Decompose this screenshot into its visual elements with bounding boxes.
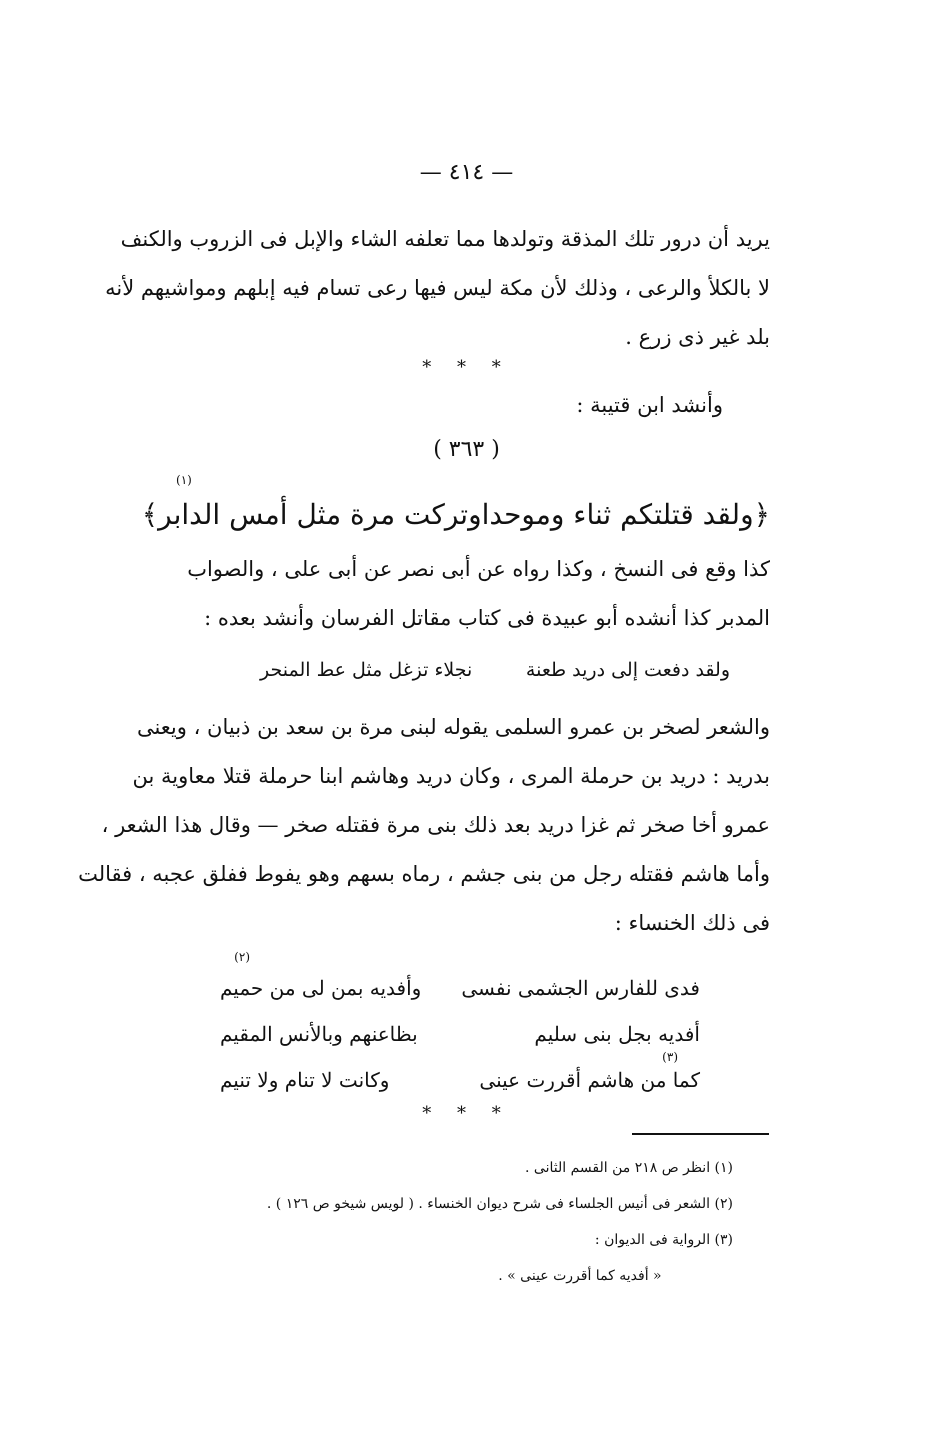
- intro-line: وأنشد ابن قتيبة :: [576, 393, 723, 417]
- poem-row: [220, 1011, 700, 1064]
- paragraph-1-line: بلد غير ذى زرع .: [625, 325, 770, 349]
- paragraph-2: [150, 545, 770, 643]
- paragraph-3-line: بدريد : دريد بن حرملة المرى ، وكان دريد وهاشم ابنا حرملة قتلا معاوية بن: [132, 764, 770, 788]
- paragraph-2-line: كذا وقع فى النسخ ، وكذا رواه عن أبى نصر عن أبى على ، والصواب: [187, 557, 770, 581]
- poem-row: [220, 965, 700, 1011]
- quoted-verse: [260, 650, 730, 690]
- footnote-3: (٣) الرواية فى الديوان :: [594, 1232, 733, 1248]
- paragraph-3-line: فى ذلك الخنساء :: [614, 911, 770, 935]
- paragraph-1: [105, 215, 770, 362]
- footnote-2: (٢) الشعر فى أنيس الجلساء فى شرح ديوان الخنساء . ( لويس شيخو ص ١٢٦ ) .: [266, 1196, 733, 1212]
- footnotes: [267, 1150, 733, 1294]
- footnote-mark: (٢): [234, 950, 250, 964]
- poem-hemistich-2: وكانت لا تنام ولا تنيم: [220, 1068, 390, 1092]
- paragraph-3: [78, 703, 770, 948]
- poem-hemistich-1: كما من هاشم أقررت عينى: [479, 1068, 700, 1092]
- paragraph-2-line: المدبر كذا أنشده أبو عبيدة فى كتاب مقاتل الفرسان وأنشد بعده :: [204, 606, 770, 630]
- paragraph-3-line: وأما هاشم فقتله رجل من بنى جشم ، رماه بسهم وهو يفوط ففلق عجبه ، فقالت: [78, 862, 770, 886]
- section-separator: * * *: [422, 357, 511, 378]
- main-verse-hemistich-2: [142, 490, 482, 540]
- poem-hemistich-1: أفديه بجل بنى سليم: [534, 1022, 700, 1046]
- paragraph-1-line: يريد أن درور تلك المذقة وتولدها مما تعلفه الشاء والإبل فى الزروب والكنف: [120, 227, 770, 251]
- quoted-verse-hemistich-2: نجلاء تزغل مثل عط المنحر: [260, 659, 473, 681]
- khansa-poem: [220, 950, 700, 1103]
- hemistich-text: ولقد قتلتكم ثناء وموحدا: [481, 498, 754, 531]
- quoted-verse-hemistich-1: ولقد دفعت إلى دريد طعنة: [525, 659, 730, 681]
- paragraph-3-line: والشعر لصخر بن عمرو السلمى يقوله لبنى مرة بن سعد بن ذبيان ، ويعنى: [136, 715, 770, 739]
- section-separator: * * *: [422, 1103, 511, 1124]
- poem-hemistich-2: بظاعنهم وبالأنس المقيم: [220, 1022, 418, 1046]
- hemistich-text: وتركت مرة مثل أمس الدابر: [158, 498, 482, 531]
- paragraph-3-line: عمرو أخا صخر ثم غزا دريد بعد ذلك بنى مرة فقتله صخر — وقال هذا الشعر ،: [101, 813, 770, 837]
- paragraph-1-line: لا بالكلأ والرعى ، وذلك لأن مكة ليس فيها رعى تسام فيه إبلهم ومواشيهم لأنه: [105, 276, 770, 300]
- close-bracket: ﴾: [141, 498, 159, 531]
- main-verse-hemistich-1: [482, 490, 770, 540]
- footnote-rule: [632, 1133, 769, 1135]
- footnote-3-quote: « أفديه كما أقررت عينى » .: [498, 1268, 662, 1284]
- poem-row: [220, 1057, 700, 1103]
- open-bracket: ﴿: [753, 498, 770, 531]
- page-number: — ٤١٤ —: [419, 160, 514, 185]
- main-verse: [141, 473, 770, 540]
- poem-number: ( ٣٦٣ ): [433, 437, 500, 462]
- footnote-mark: (٣): [662, 1050, 678, 1064]
- footnote-mark: (١): [176, 473, 192, 487]
- poem-hemistich-1: فدى للفارس الجشمى نفسى: [461, 976, 700, 1000]
- footnote-1: (١) انظر ص ٢١٨ من القسم الثانى .: [525, 1160, 733, 1176]
- poem-hemistich-2: وأفديه بمن لى من حميم: [220, 976, 422, 1000]
